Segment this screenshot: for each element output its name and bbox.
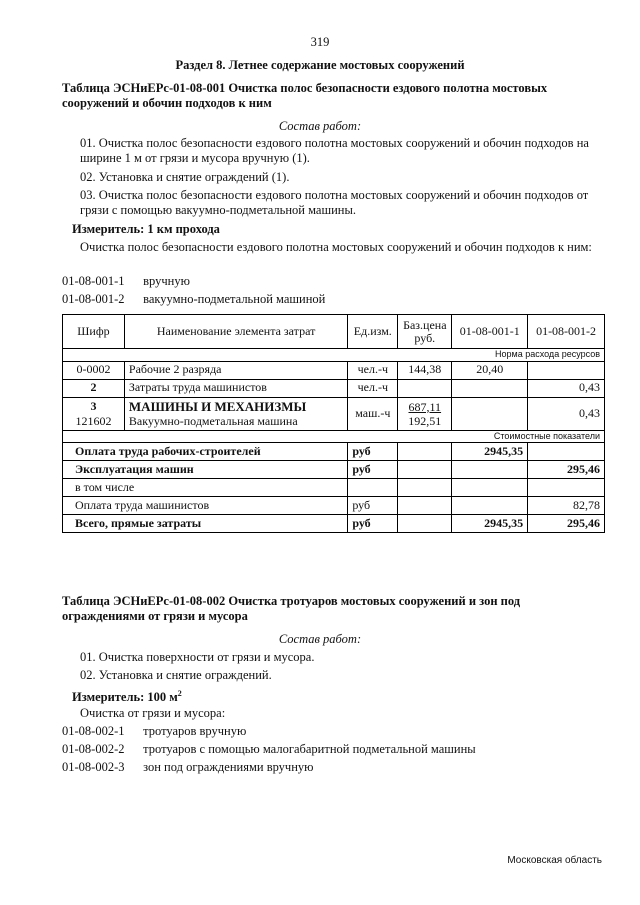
table-row [63, 443, 605, 461]
machine-name: Вакуумно-подметальная машина [128, 413, 298, 428]
table-row [63, 379, 605, 397]
cost-variant-1: 2945,35 [452, 443, 528, 461]
variant-text: вручную [143, 274, 190, 288]
table2-variant-2 [62, 742, 587, 757]
cost-price [398, 461, 452, 479]
variant-code: 01-08-001-1 [62, 274, 125, 288]
cost-name: Оплата труда рабочих-строителей [63, 443, 348, 461]
cost-name: Эксплуатация машин [63, 461, 348, 479]
row-price: 144,38 [398, 361, 452, 379]
cost-variant-2: 295,46 [528, 461, 605, 479]
cost-caption-row [63, 430, 605, 443]
row-variant-1 [452, 379, 528, 397]
table-row [63, 497, 605, 515]
cost-unit: руб [348, 461, 398, 479]
table1-work-3: 03. Очистка полос безопасности ездового полотна мостовых сооружений и обочин подходов от грязи с помощью вакуумно-подметальной машины. [80, 188, 589, 217]
section-title: Раздел 8. Летнее содержание мостовых сооружений [175, 58, 465, 72]
table-row [63, 361, 605, 379]
table2-variant-1 [62, 724, 587, 739]
cost-unit: руб [348, 497, 398, 515]
table2-title: Таблица ЭСНиЕРс-01-08-002 Очистка тротуаров мостовых сооружений и зон под ограждениями от грязи и мусора [62, 594, 521, 623]
norm-caption: Норма расхода ресурсов [63, 349, 605, 362]
row-unit: чел.-ч [348, 379, 398, 397]
cost-caption: Стоимостные показатели [63, 430, 605, 443]
variant-code: 01-08-002-1 [62, 724, 125, 738]
price-operator: 192,51 [408, 413, 442, 428]
row-code: 0-0002 [63, 361, 125, 379]
header-unit: Ед.изм. [348, 315, 398, 349]
variant-code: 01-08-002-3 [62, 760, 125, 774]
table2-meter [72, 686, 597, 705]
cost-unit: руб [348, 443, 398, 461]
row-variant-1 [452, 397, 528, 430]
table2-work-2: 02. Установка и снятие ограждений. [80, 668, 272, 682]
cost-unit [348, 479, 398, 497]
meter-superscript: 2 [177, 689, 182, 698]
table2-variant-3 [62, 760, 587, 775]
table1-composition-heading: Состав работ: [278, 119, 362, 133]
cost-variant-1: 2945,35 [452, 515, 528, 533]
meter-text: Измеритель: 100 м [72, 690, 178, 705]
table1-work-1: 01. Очистка полос безопасности ездового полотна мостовых сооружений и обочин подходов на ширине 1 м от грязи и мусора вручную (1). [80, 136, 589, 165]
cost-name: в том числе [63, 479, 348, 497]
cost-variant-1 [452, 497, 528, 515]
header-name: Наименование элемента затрат [124, 315, 347, 349]
variant-text: вакуумно-подметальной машиной [143, 292, 326, 306]
cost-variant-2 [528, 443, 605, 461]
footer-region: Московская область [507, 855, 602, 866]
row-name [124, 397, 347, 430]
group-name: МАШИНЫ И МЕХАНИЗМЫ [128, 398, 307, 414]
page-number: 319 [310, 35, 330, 49]
row-price [398, 397, 452, 430]
cost-variant-1 [452, 479, 528, 497]
cost-variant-2 [528, 479, 605, 497]
variant-code: 01-08-002-2 [62, 742, 125, 756]
table1-title: Таблица ЭСНиЕРс-01-08-001 Очистка полос безопасности ездового полотна мостовых сооружений и обочин подходов к ним [62, 81, 548, 110]
row-unit: чел.-ч [348, 361, 398, 379]
table-row [63, 515, 605, 533]
cost-price [398, 497, 452, 515]
header-variant-1: 01-08-001-1 [452, 315, 528, 349]
table2-work-1: 01. Очистка поверхности от грязи и мусора. [80, 650, 315, 664]
cost-variant-2: 82,78 [528, 497, 605, 515]
header-variant-2: 01-08-001-2 [528, 315, 605, 349]
variant-text: тротуаров с помощью малогабаритной подметальной машины [143, 742, 476, 756]
variant-text: тротуаров вручную [143, 724, 247, 738]
cost-price [398, 443, 452, 461]
variant-text: зон под ограждениями вручную [143, 760, 314, 774]
cost-table [62, 314, 605, 533]
table1-work-2: 02. Установка и снятие ограждений (1). [80, 170, 290, 184]
cost-name: Оплата труда машинистов [63, 497, 348, 515]
table2-composition-heading: Состав работ: [278, 632, 362, 646]
table-header-row [63, 315, 605, 349]
cost-price [398, 515, 452, 533]
header-price: Баз.цена руб. [398, 315, 452, 349]
header-code: Шифр [63, 315, 125, 349]
row-price [398, 379, 452, 397]
table1-intro: Очистка полос безопасности ездового полотна мостовых сооружений и обочин подходов к ним: [80, 240, 592, 254]
row-name: Затраты труда машинистов [124, 379, 347, 397]
price-machine: 687,11 [408, 399, 442, 414]
table-row [63, 397, 605, 430]
row-variant-1: 20,40 [452, 361, 528, 379]
row-variant-2 [528, 361, 605, 379]
table1-meter: Измеритель: 1 км прохода [72, 222, 220, 236]
cost-variant-2: 295,46 [528, 515, 605, 533]
row-variant-2: 0,43 [528, 397, 605, 430]
group-code: 3 [90, 398, 97, 413]
table1-variant-2 [62, 292, 587, 307]
variant-code: 01-08-001-2 [62, 292, 125, 306]
norm-caption-row [63, 349, 605, 362]
row-variant-2: 0,43 [528, 379, 605, 397]
machine-code: 121602 [75, 413, 112, 428]
row-code: 2 [63, 379, 125, 397]
row-unit: маш.-ч [348, 397, 398, 430]
table1-variant-1 [62, 274, 587, 289]
row-name: Рабочие 2 разряда [124, 361, 347, 379]
table-row [63, 479, 605, 497]
cost-unit: руб [348, 515, 398, 533]
cost-variant-1 [452, 461, 528, 479]
table2-intro: Очистка от грязи и мусора: [80, 706, 226, 720]
table-row [63, 461, 605, 479]
cost-name: Всего, прямые затраты [63, 515, 348, 533]
cost-price [398, 479, 452, 497]
row-code [63, 397, 125, 430]
